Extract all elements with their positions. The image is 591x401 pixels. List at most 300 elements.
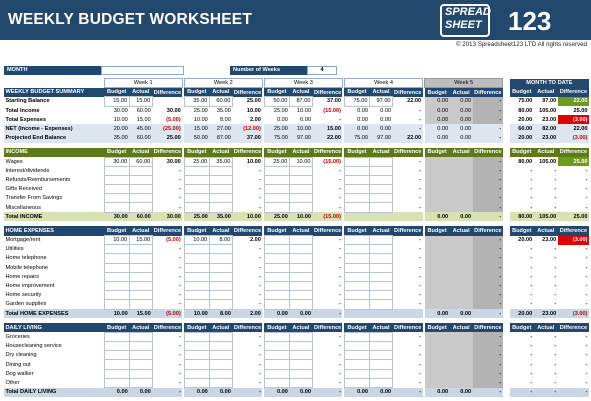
cell-value[interactable] — [370, 378, 393, 387]
cell-value[interactable] — [289, 291, 312, 300]
cell-value[interactable] — [344, 236, 369, 245]
cell-value[interactable] — [425, 369, 450, 378]
cell-value[interactable]: 87.00 — [289, 97, 312, 106]
cell-value: 0.00 — [450, 388, 473, 397]
cell-value[interactable] — [184, 300, 209, 309]
cell-value[interactable]: 60.00 — [129, 157, 152, 166]
cell-value[interactable] — [104, 360, 129, 369]
cell-value[interactable] — [209, 281, 232, 290]
cell-value[interactable] — [370, 272, 393, 281]
cell-value[interactable] — [129, 175, 152, 184]
cell-value[interactable] — [104, 291, 129, 300]
cell-value: - — [419, 116, 422, 123]
cell-value[interactable] — [264, 175, 289, 184]
cell-value: - — [473, 124, 503, 133]
cell-value[interactable] — [370, 360, 393, 369]
cell-value[interactable] — [450, 254, 473, 263]
cell-value[interactable] — [425, 185, 450, 194]
cell-value[interactable] — [104, 175, 129, 184]
cell-value[interactable] — [450, 369, 473, 378]
cell-value[interactable] — [184, 369, 209, 378]
cell-value[interactable] — [129, 300, 152, 309]
cell-value[interactable] — [129, 291, 152, 300]
mtd-column-actual: Actual — [534, 88, 558, 97]
cell-value[interactable] — [264, 203, 289, 212]
cell-value[interactable] — [370, 342, 393, 351]
cell-value[interactable] — [209, 300, 232, 309]
cell-value[interactable] — [370, 281, 393, 290]
cell-value[interactable] — [425, 157, 450, 166]
cell-value[interactable] — [344, 263, 369, 272]
cell-value[interactable] — [289, 203, 312, 212]
cell-value[interactable] — [450, 342, 473, 351]
cell-value[interactable] — [209, 203, 232, 212]
cell-value[interactable] — [450, 157, 473, 166]
cell-value[interactable] — [289, 378, 312, 387]
cell-value[interactable] — [264, 166, 289, 175]
weeks-input[interactable]: 4 — [307, 66, 337, 75]
mtd-value: 20.00 — [510, 309, 534, 318]
cell-value: 10.00 — [104, 309, 129, 318]
cell-value[interactable] — [370, 175, 393, 184]
spacer — [503, 332, 510, 341]
cell-value[interactable] — [184, 263, 209, 272]
cell-value: - — [259, 167, 261, 174]
cell-value[interactable] — [184, 342, 209, 351]
cell-value[interactable] — [344, 175, 369, 184]
income-title: INCOME — [4, 148, 104, 157]
cell-value[interactable] — [104, 342, 129, 351]
cell-value[interactable] — [264, 360, 289, 369]
cell-value[interactable] — [129, 378, 152, 387]
cell-value[interactable] — [289, 175, 312, 184]
cell-value[interactable] — [264, 194, 289, 203]
spacer — [503, 300, 510, 309]
cell-value: 0.00 — [344, 124, 369, 133]
cell-value[interactable]: 97.00 — [370, 97, 393, 106]
cell-value[interactable] — [370, 263, 393, 272]
cell-value[interactable] — [104, 203, 129, 212]
cell-value: - — [339, 333, 341, 340]
cell-value[interactable]: 60.00 — [209, 97, 232, 106]
cell-value: - — [419, 246, 422, 253]
cell-value: - — [259, 333, 261, 340]
cell-value[interactable] — [184, 203, 209, 212]
cell-value[interactable]: 50.00 — [264, 97, 289, 106]
budget-grid — [4, 78, 589, 397]
week-5-header: Week 5 — [425, 79, 503, 88]
cell-value: (5.00) — [166, 237, 181, 244]
cell-value[interactable]: 10.00 — [289, 157, 312, 166]
cell-value: - — [339, 167, 341, 174]
column-difference: Difference — [394, 227, 422, 234]
cell-value: 0.00 — [380, 116, 392, 123]
cell-value[interactable] — [289, 272, 312, 281]
cell-value: - — [259, 361, 261, 368]
cell-value: 0.00 — [370, 124, 393, 133]
column-budget: Budget — [344, 88, 369, 97]
cell-value[interactable] — [264, 351, 289, 360]
cell-value[interactable] — [184, 378, 209, 387]
mtd-value: - — [554, 379, 557, 386]
cell-value[interactable] — [370, 157, 393, 166]
cell-value[interactable]: 10.00 — [184, 236, 209, 245]
cell-value[interactable] — [425, 351, 450, 360]
cell-value[interactable] — [425, 332, 450, 341]
cell-value[interactable] — [425, 360, 450, 369]
cell-value[interactable] — [344, 351, 369, 360]
cell-value[interactable] — [425, 166, 450, 175]
cell-value: - — [339, 246, 341, 253]
mtd-value: 25.00 — [573, 107, 588, 114]
cell-value[interactable] — [264, 281, 289, 290]
cell-value[interactable] — [129, 263, 152, 272]
cell-value[interactable] — [425, 194, 450, 203]
cell-value: 0.00 — [277, 116, 288, 123]
cell-value[interactable] — [209, 360, 232, 369]
cell-value[interactable] — [209, 263, 232, 272]
cell-value[interactable] — [184, 351, 209, 360]
column-actual: Actual — [370, 88, 393, 97]
cell-value[interactable] — [344, 272, 369, 281]
cell-value: - — [419, 273, 422, 280]
cell-value[interactable] — [450, 236, 473, 245]
cell-value[interactable] — [344, 185, 369, 194]
mtd-value: - — [585, 283, 588, 290]
spacer — [503, 309, 510, 318]
cell-value[interactable] — [370, 236, 393, 245]
cell-value[interactable]: 15.00 — [129, 97, 152, 106]
cell-value[interactable] — [129, 245, 152, 254]
column-actual: Actual — [450, 148, 473, 157]
cell-value[interactable] — [344, 332, 369, 341]
cell-value[interactable] — [209, 185, 232, 194]
mtd-value: - — [585, 255, 588, 262]
cell-value[interactable] — [289, 194, 312, 203]
cell-value[interactable]: 75.00 — [344, 97, 369, 106]
week-3-header: Week 3 — [264, 79, 342, 88]
cell-value[interactable] — [450, 272, 473, 281]
cell-value[interactable] — [104, 300, 129, 309]
cell-value[interactable] — [104, 378, 129, 387]
cell-value[interactable]: 25.00 — [184, 157, 209, 166]
cell-value[interactable] — [209, 291, 232, 300]
cell-value[interactable] — [209, 175, 232, 184]
cell-value[interactable] — [289, 281, 312, 290]
cell-value[interactable] — [450, 166, 473, 175]
cell-value: 15.00 — [129, 309, 152, 318]
home-row — [4, 300, 589, 309]
cell-value[interactable] — [450, 263, 473, 272]
cell-value[interactable] — [450, 378, 473, 387]
cell-value[interactable] — [344, 300, 369, 309]
cell-value[interactable] — [129, 342, 152, 351]
cell-value[interactable] — [450, 291, 473, 300]
cell-value[interactable] — [264, 263, 289, 272]
cell-value[interactable] — [450, 360, 473, 369]
cell-value: - — [178, 352, 181, 359]
cell-value[interactable] — [104, 281, 129, 290]
cell-value[interactable] — [264, 236, 289, 245]
cell-value: - — [339, 186, 341, 193]
cell-value[interactable] — [129, 194, 152, 203]
week-2-header: Week 2 — [184, 79, 262, 88]
cell-value[interactable]: 30.00 — [104, 157, 129, 166]
mtd-value: - — [585, 333, 588, 340]
cell-value: - — [232, 388, 262, 397]
cell-value[interactable] — [425, 263, 450, 272]
cell-value[interactable] — [370, 300, 393, 309]
mtd-value: 60.00 — [510, 124, 534, 133]
cell-value[interactable]: 0.00 — [450, 97, 473, 106]
cell-value[interactable] — [129, 369, 152, 378]
cell-value[interactable] — [370, 369, 393, 378]
cell-value: - — [178, 273, 181, 280]
cell-value[interactable] — [450, 300, 473, 309]
cell-value[interactable]: 15.00 — [129, 236, 152, 245]
cell-value[interactable] — [289, 300, 312, 309]
cell-value: 25.00 — [193, 107, 208, 114]
cell-value[interactable] — [344, 360, 369, 369]
cell-value[interactable] — [129, 254, 152, 263]
cell-value[interactable] — [104, 351, 129, 360]
cell-value[interactable] — [425, 254, 450, 263]
cell-value[interactable] — [450, 175, 473, 184]
cell-value[interactable] — [209, 342, 232, 351]
cell-value[interactable] — [289, 332, 312, 341]
cell-value[interactable] — [450, 245, 473, 254]
cell-value[interactable]: 35.00 — [209, 157, 232, 166]
mtd-value: - — [585, 343, 588, 350]
cell-value[interactable] — [289, 236, 312, 245]
cell-value[interactable] — [450, 203, 473, 212]
cell-value[interactable] — [184, 254, 209, 263]
cell-value: 0.00 — [104, 388, 129, 397]
cell-value[interactable] — [104, 166, 129, 175]
cell-value[interactable] — [184, 166, 209, 175]
cell-value[interactable] — [370, 291, 393, 300]
spacer — [503, 236, 510, 245]
row-label: Total INCOME — [4, 212, 104, 221]
month-input[interactable] — [101, 66, 184, 75]
cell-value[interactable] — [264, 300, 289, 309]
cell-value[interactable] — [370, 245, 393, 254]
cell-value[interactable] — [450, 332, 473, 341]
cell-value[interactable] — [209, 378, 232, 387]
cell-value[interactable] — [289, 245, 312, 254]
cell-value[interactable] — [129, 281, 152, 290]
row-label: Transfer From Savings — [5, 195, 63, 202]
cell-value[interactable] — [425, 300, 450, 309]
cell-value[interactable] — [425, 342, 450, 351]
cell-value[interactable] — [370, 203, 393, 212]
daily-total-row — [4, 388, 589, 397]
cell-value[interactable] — [344, 378, 369, 387]
cell-value[interactable] — [264, 378, 289, 387]
cell-value[interactable] — [184, 332, 209, 341]
cell-value[interactable] — [370, 194, 393, 203]
cell-value[interactable]: 15.00 — [104, 97, 129, 106]
spacer — [503, 106, 510, 115]
cell-value: - — [419, 237, 422, 244]
cell-value[interactable] — [209, 194, 232, 203]
cell-value[interactable] — [425, 281, 450, 290]
cell-value[interactable] — [370, 332, 393, 341]
page-title: WEEKLY BUDGET WORKSHEET — [8, 11, 253, 28]
column-actual: Actual — [129, 226, 152, 235]
cell-value[interactable] — [209, 272, 232, 281]
daily-row — [4, 369, 589, 378]
cell-value[interactable] — [370, 254, 393, 263]
cell-value: 2.00 — [249, 237, 261, 244]
cell-value[interactable] — [425, 236, 450, 245]
cell-value[interactable] — [129, 185, 152, 194]
cell-value[interactable] — [104, 272, 129, 281]
cell-value[interactable] — [344, 194, 369, 203]
cell-value[interactable] — [184, 175, 209, 184]
column-difference: Difference — [394, 324, 422, 331]
cell-value[interactable] — [344, 342, 369, 351]
cell-value[interactable] — [450, 281, 473, 290]
cell-value[interactable] — [425, 291, 450, 300]
mtd-value: 23.00 — [542, 237, 557, 244]
cell-value[interactable] — [344, 254, 369, 263]
cell-value[interactable]: 0.00 — [425, 97, 450, 106]
cell-value[interactable] — [184, 281, 209, 290]
cell-value[interactable] — [264, 272, 289, 281]
cell-value: - — [178, 292, 181, 299]
cell-value[interactable]: 35.00 — [184, 97, 209, 106]
mtd-value: (3.00) — [558, 236, 589, 245]
cell-value[interactable] — [104, 332, 129, 341]
cell-value[interactable] — [264, 332, 289, 341]
mtd-value: - — [554, 167, 557, 174]
cell-value: - — [473, 203, 503, 212]
cell-value[interactable] — [129, 351, 152, 360]
mtd-value: - — [530, 352, 533, 359]
cell-value[interactable] — [370, 351, 393, 360]
cell-value[interactable] — [209, 166, 232, 175]
cell-value[interactable] — [425, 245, 450, 254]
cell-value: (25.00) — [152, 124, 182, 133]
cell-value[interactable] — [344, 203, 369, 212]
cell-value[interactable] — [289, 166, 312, 175]
cell-value[interactable] — [104, 369, 129, 378]
cell-value[interactable] — [344, 369, 369, 378]
cell-value[interactable] — [289, 185, 312, 194]
cell-value[interactable] — [289, 263, 312, 272]
cell-value[interactable] — [264, 342, 289, 351]
cell-value[interactable] — [264, 369, 289, 378]
cell-value[interactable] — [289, 369, 312, 378]
cell-value[interactable] — [344, 281, 369, 290]
cell-value[interactable] — [184, 360, 209, 369]
cell-value[interactable] — [184, 272, 209, 281]
cell-value[interactable] — [450, 185, 473, 194]
cell-value[interactable] — [344, 291, 369, 300]
cell-value[interactable] — [209, 245, 232, 254]
cell-value[interactable] — [104, 254, 129, 263]
mtd-value: - — [585, 246, 588, 253]
spacer — [503, 185, 510, 194]
cell-value: 10.00 — [246, 107, 261, 114]
cell-value[interactable] — [209, 332, 232, 341]
column-actual: Actual — [129, 323, 152, 332]
row-label: Wages — [5, 158, 23, 165]
cell-value[interactable] — [289, 351, 312, 360]
cell-value[interactable] — [104, 185, 129, 194]
cell-value[interactable] — [104, 245, 129, 254]
cell-value[interactable] — [344, 166, 369, 175]
cell-value[interactable] — [129, 166, 152, 175]
cell-value[interactable] — [184, 245, 209, 254]
cell-value[interactable] — [425, 203, 450, 212]
cell-value[interactable] — [289, 360, 312, 369]
column-budget: Budget — [425, 88, 450, 97]
cell-value[interactable] — [264, 185, 289, 194]
cell-value[interactable] — [184, 194, 209, 203]
cell-value[interactable] — [450, 351, 473, 360]
column-budget: Budget — [184, 148, 209, 157]
cell-value: - — [419, 107, 422, 114]
cell-value: 60.00 — [129, 134, 152, 143]
cell-value[interactable] — [209, 369, 232, 378]
column-actual: Actual — [289, 148, 312, 157]
cell-value[interactable] — [425, 175, 450, 184]
cell-value[interactable] — [209, 351, 232, 360]
column-budget: Budget — [264, 88, 289, 97]
cell-value[interactable]: 10.00 — [104, 236, 129, 245]
cell-value[interactable] — [344, 245, 369, 254]
income-row — [4, 175, 589, 184]
cell-value: 22.00 — [407, 98, 422, 105]
cell-value[interactable] — [129, 360, 152, 369]
home-row — [4, 236, 589, 245]
cell-value: - — [178, 283, 181, 290]
income-row — [4, 166, 589, 175]
cell-value[interactable] — [344, 157, 369, 166]
cell-value[interactable] — [129, 332, 152, 341]
cell-value[interactable]: 25.00 — [264, 157, 289, 166]
cell-value: - — [259, 255, 261, 262]
cell-value[interactable] — [129, 272, 152, 281]
cell-value[interactable] — [289, 342, 312, 351]
cell-value[interactable] — [184, 185, 209, 194]
cell-value[interactable] — [425, 378, 450, 387]
cell-value — [393, 309, 423, 318]
cell-value[interactable]: 8.00 — [209, 236, 232, 245]
mtd-column-actual: Actual — [534, 323, 558, 332]
cell-value[interactable] — [370, 185, 393, 194]
cell-value[interactable] — [264, 245, 289, 254]
cell-value[interactable] — [264, 291, 289, 300]
cell-value[interactable] — [450, 194, 473, 203]
cell-value: 10.00 — [232, 212, 262, 221]
cell-value: (15.00) — [323, 107, 341, 114]
cell-value[interactable] — [264, 254, 289, 263]
cell-value[interactable] — [104, 263, 129, 272]
mtd-value: - — [530, 264, 533, 271]
cell-value[interactable] — [370, 166, 393, 175]
cell-value[interactable] — [289, 254, 312, 263]
cell-value[interactable] — [425, 272, 450, 281]
daily-row — [4, 332, 589, 341]
cell-value[interactable] — [184, 291, 209, 300]
cell-value[interactable] — [209, 254, 232, 263]
cell-value: - — [259, 176, 261, 183]
cell-value[interactable] — [129, 203, 152, 212]
cell-value[interactable] — [104, 194, 129, 203]
